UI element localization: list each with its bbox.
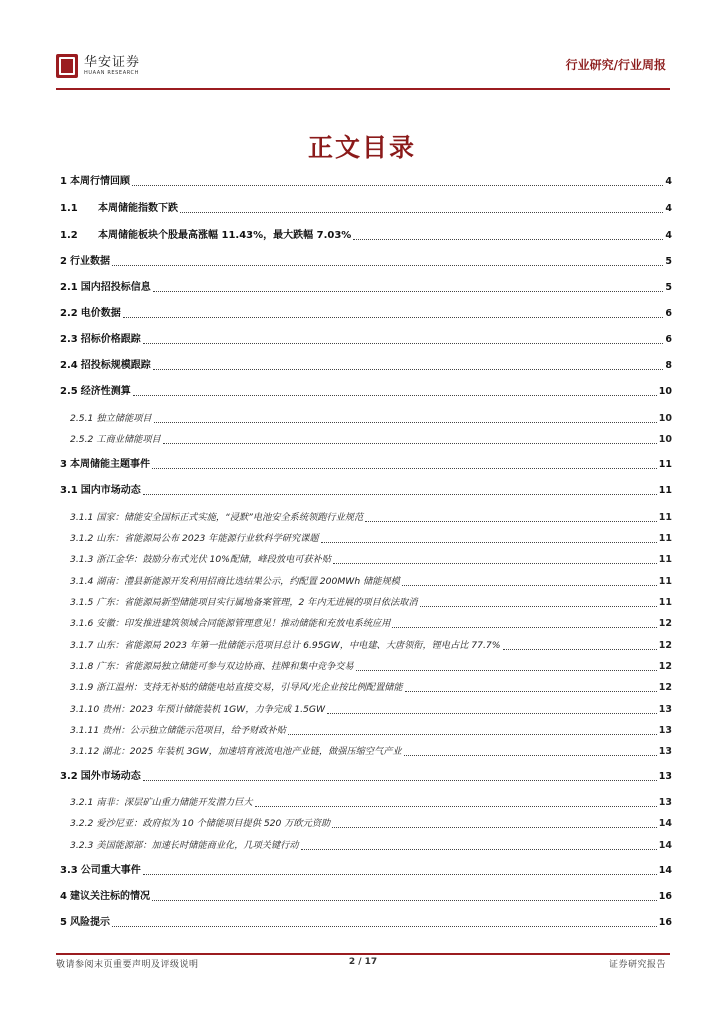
toc-entry[interactable] [70,816,672,830]
toc-entry-page: 6 [665,308,672,319]
toc-leader-dots [288,734,657,735]
toc-entry-title: 电价数据 [80,308,121,319]
toc-entry-title: 招标价格跟踪 [80,334,141,345]
toc-entry-title: 山东：省能源局公布 2023 年能源行业软科学研究课题 [96,533,319,544]
toc-entry-number: 3.1 [60,485,78,496]
toc-entry-title: 贵州：公示独立储能示范项目，给予财政补贴 [102,725,286,736]
toc-entry[interactable] [70,795,672,809]
toc-entry-number: 3.2.2 [70,818,94,829]
toc-entry[interactable] [70,659,672,673]
toc-entry-number: 3.1.9 [70,682,94,693]
toc-entry-page: 14 [658,840,672,851]
toc-entry[interactable] [60,384,672,398]
toc-entry-page: 11 [658,533,672,544]
toc-entry[interactable] [70,638,672,652]
toc-entry-number: 1.2 [60,230,78,241]
toc-entry-title: 行业数据 [69,256,110,267]
toc-entry-page: 13 [658,725,672,736]
toc-entry-page: 4 [665,203,672,214]
toc-entry[interactable] [60,280,672,294]
toc-entry-page: 4 [665,230,672,241]
toc-entry-page: 14 [658,818,672,829]
toc-leader-dots [180,212,663,213]
toc-leader-dots [503,649,657,650]
toc-entry-number: 3.1.8 [70,661,94,672]
toc-leader-dots [321,542,657,543]
toc-title: 正文目录 [307,133,416,162]
toc-leader-dots [365,521,657,522]
toc-leader-dots [123,317,664,318]
toc-entry-number: 3.2.3 [70,840,94,851]
toc-entry-title: 经济性测算 [80,386,131,397]
toc-leader-dots [143,494,657,495]
toc-entry-number: 2.3 [60,334,78,345]
toc-entry-page: 11 [658,597,672,608]
toc-leader-dots [152,900,657,901]
toc-entry-number: 3.2 [60,771,78,782]
toc-entry[interactable] [70,702,672,716]
toc-entry-title: 独立储能项目 [96,413,152,424]
toc-entry-number: 3.2.1 [70,797,94,808]
toc-leader-dots [255,806,657,807]
toc-entry-page: 14 [658,865,672,876]
toc-entry-page: 13 [658,771,672,782]
toc-entry-page: 12 [658,640,672,651]
toc-entry-page: 4 [665,176,672,187]
toc-entry-number: 2.4 [60,360,78,371]
toc-entry-number: 3.1.3 [70,554,94,565]
toc-entry[interactable] [60,769,672,783]
footer-doc-type: 证券研究报告 [608,960,666,970]
toc-entry-number: 2.1 [60,282,78,293]
toc-leader-dots [327,713,657,714]
toc-entry-number: 2.5.1 [70,413,94,424]
toc-entry-title: 湖南：澧县新能源开发利用招商比选结果公示，约配置 200MWh 储能规模 [96,576,400,587]
toc-entry[interactable] [70,838,672,852]
toc-leader-dots [402,585,657,586]
toc-entry-title: 国外市场动态 [80,771,141,782]
toc-entry-number: 2 [60,256,67,267]
toc-leader-dots [152,468,657,469]
toc-entry[interactable] [60,358,672,372]
toc-entry-page: 10 [658,413,672,424]
toc-entry-page: 12 [658,618,672,629]
toc-entry-page: 11 [658,554,672,565]
toc-leader-dots [333,563,657,564]
toc-entry-number: 3.1.7 [70,640,94,651]
toc-entry-title: 国内招投标信息 [80,282,151,293]
toc-entry-number: 1.1 [60,203,78,214]
logo-name-cn: 华安证券 [84,55,141,70]
toc-entry-title: 公司重大事件 [80,865,141,876]
toc-entry-title: 安徽：印发推进建筑领域合同能源管理意见！推动储能和充放电系统应用 [96,618,391,629]
footer-disclaimer: 敬请参阅末页重要声明及评级说明 [56,960,199,970]
toc-entry-title: 招投标规模跟踪 [80,360,151,371]
toc-leader-dots [133,395,657,396]
toc-leader-dots [112,265,663,266]
toc-entry-title: 广东：省能源局独立储能可参与双边协商、挂牌和集中竞争交易 [96,661,354,672]
logo-seal-icon [56,54,78,78]
toc-entry-number: 3.1.12 [70,746,100,757]
toc-entry-number: 3.1.10 [70,704,100,715]
toc-leader-dots [153,369,664,370]
toc-entry[interactable] [60,332,672,346]
footer-divider [56,953,670,955]
toc-entry-page: 5 [665,256,672,267]
toc-entry-title: 国家：储能安全国标正式实施，“浸默”电池安全系统领跑行业规范 [96,512,364,523]
toc-entry[interactable] [70,574,672,588]
toc-entry[interactable] [70,510,672,524]
toc-entry-title: 湖北：2025 年装机 3GW，加速培育液流电池产业链，做强压缩空气产业 [102,746,402,757]
toc-entry-number: 5 [60,917,67,928]
toc-leader-dots [132,185,663,186]
toc-entry-title: 国内市场动态 [80,485,141,496]
toc-entry-page: 6 [665,334,672,345]
toc-entry-title: 浙江温州：支持无补贴的储能电站直接交易，引导风/光企业按比例配置储能 [96,682,403,693]
toc-entry-title: 风险提示 [69,917,110,928]
toc-entry[interactable] [70,744,672,758]
toc-entry[interactable] [70,432,672,446]
company-logo [56,54,140,78]
toc-entry-title: 贵州：2023 年预计储能装机 1GW，力争完成 1.5GW [102,704,326,715]
toc-leader-dots [353,239,663,240]
toc-entry-page: 11 [658,512,672,523]
toc-entry-number: 1 [60,176,67,187]
toc-entry-page: 13 [658,797,672,808]
toc-entry[interactable] [60,483,672,497]
toc-leader-dots [143,874,657,875]
toc-entry-number: 3.1.4 [70,576,94,587]
toc-leader-dots [420,606,657,607]
toc-entry-title: 工商业储能项目 [96,434,161,445]
toc-entry-number: 3.1.6 [70,618,94,629]
toc-leader-dots [163,443,657,444]
toc-entry-title: 本周行情回顾 [69,176,130,187]
toc-entry-page: 10 [658,386,672,397]
toc-entry-page: 11 [658,485,672,496]
toc-entry-page: 12 [658,682,672,693]
toc-entry-title: 山东：省能源局 2023 年第一批储能示范项目总计 6.95GW，中电建、大唐领衔，锂电占比 77.7% [96,640,501,651]
toc-leader-dots [143,343,664,344]
toc-entry[interactable] [60,863,672,877]
toc-entry[interactable] [60,174,672,188]
header-divider [56,88,670,90]
toc-entry[interactable] [60,457,672,471]
toc-entry-title: 本周储能板块个股最高涨幅 11.43%，最大跌幅 7.03% [98,230,352,241]
toc-entry-page: 10 [658,434,672,445]
toc-entry-page: 16 [658,917,672,928]
page-number: 2 / 17 [348,957,378,967]
toc-entry[interactable] [70,680,672,694]
toc-entry[interactable] [70,616,672,630]
toc-entry[interactable] [60,915,672,929]
toc-leader-dots [392,627,656,628]
toc-entry[interactable] [60,254,672,268]
page-footer [56,957,670,971]
toc-entry-page: 5 [665,282,672,293]
toc-entry-title: 本周储能指数下跌 [98,203,178,214]
toc-entry-title: 美国能源部：加速长时储能商业化，几项关键行动 [96,840,299,851]
toc-entry[interactable] [60,889,672,903]
toc-leader-dots [301,849,657,850]
page-header [54,50,670,86]
toc-entry-title: 南非：深层矿山重力储能开发潜力巨大 [96,797,253,808]
toc-entry-title: 本周储能主题事件 [69,459,150,470]
toc-entry-number: 3 [60,459,67,470]
logo-name-en: HUAAN RESEARCH [84,70,139,76]
toc-leader-dots [154,422,657,423]
toc-entry-number: 4 [60,891,67,902]
toc-entry[interactable] [70,531,672,545]
toc-entry-page: 13 [658,704,672,715]
toc-entry-title: 建议关注标的情况 [69,891,150,902]
toc-entry-page: 11 [658,459,672,470]
toc-entry-title: 浙江金华：鼓励分布式光伏 10%配储，峰段放电可获补贴 [96,554,332,565]
toc-leader-dots [143,780,657,781]
toc-leader-dots [112,926,657,927]
toc-entry-number: 3.3 [60,865,78,876]
toc-entry-title: 爱沙尼亚：政府拟为 10 个储能项目提供 520 万欧元资助 [96,818,331,829]
report-type: 行业研究/行业周报 [565,58,666,72]
toc-entry-page: 11 [658,576,672,587]
toc-entry-page: 16 [658,891,672,902]
toc-leader-dots [153,291,664,292]
toc-entry[interactable] [60,306,672,320]
toc-entry-number: 3.1.5 [70,597,94,608]
toc-entry[interactable] [60,228,672,242]
toc-entry-number: 3.1.2 [70,533,94,544]
toc-entry[interactable] [70,595,672,609]
toc-entry-number: 3.1.1 [70,512,94,523]
toc-entry-number: 2.5 [60,386,78,397]
toc-entry[interactable] [70,723,672,737]
toc-entry-page: 12 [658,661,672,672]
toc-entry-page: 13 [658,746,672,757]
toc-entry-number: 3.1.11 [70,725,100,736]
toc-entry-page: 8 [665,360,672,371]
toc-leader-dots [404,755,657,756]
toc-leader-dots [356,670,657,671]
toc-entry-number: 2.5.2 [70,434,94,445]
toc-leader-dots [405,691,657,692]
toc-leader-dots [332,827,657,828]
toc-entry[interactable] [70,411,672,425]
toc-entry-title: 广东：省能源局新型储能项目实行属地备案管理，2 年内无进展的项目依法取消 [96,597,418,608]
toc-entry[interactable] [60,201,672,215]
toc-entry[interactable] [70,552,672,566]
toc-entry-number: 2.2 [60,308,78,319]
